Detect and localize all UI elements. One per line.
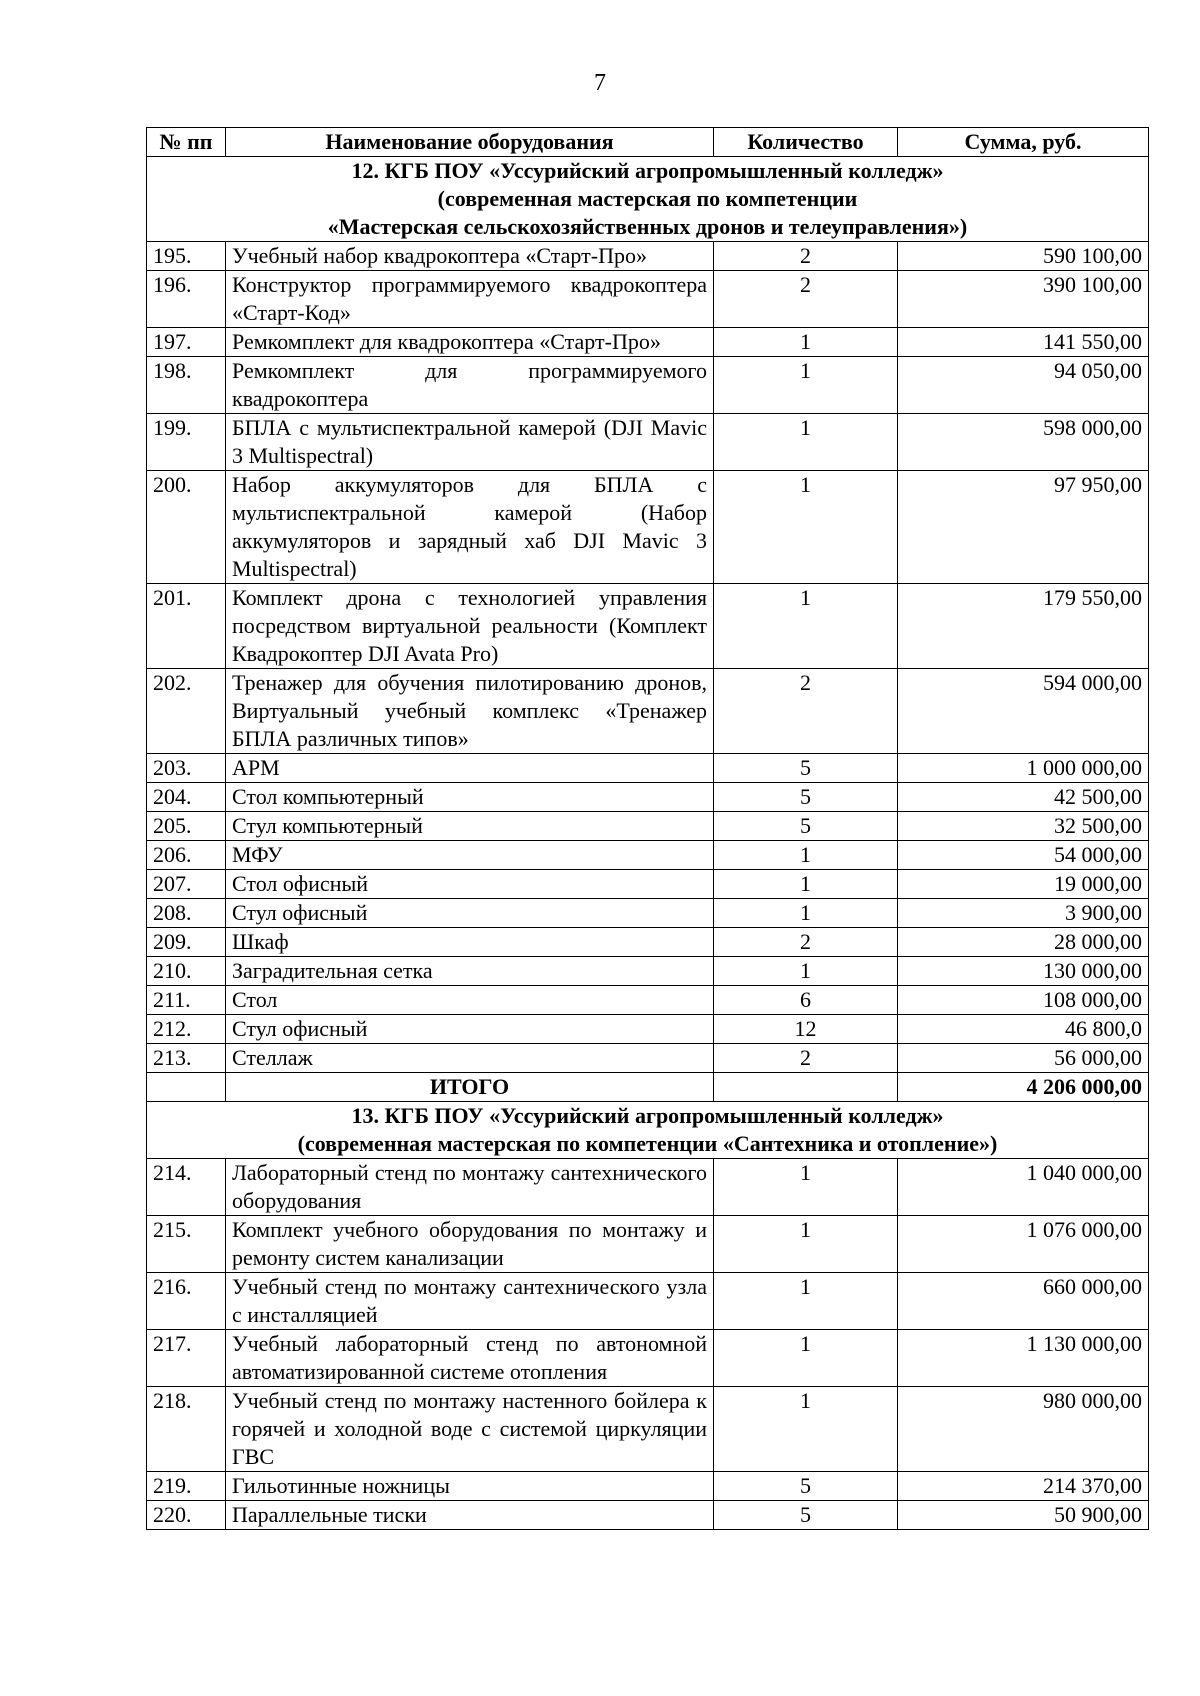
- item-quantity: 2: [714, 1044, 898, 1073]
- table-row: [147, 328, 1149, 357]
- item-sum: 108 000,00: [898, 986, 1149, 1015]
- item-sum: 390 100,00: [898, 271, 1149, 328]
- item-quantity: 1: [714, 957, 898, 986]
- item-quantity: 1: [714, 328, 898, 357]
- item-quantity: 1: [714, 471, 898, 584]
- item-number: 218.: [147, 1387, 226, 1472]
- section-13-title: [147, 1102, 1149, 1159]
- item-name: Учебный лабораторный стенд по автономной автоматизированной системе отопления: [226, 1330, 714, 1387]
- item-sum: 141 550,00: [898, 328, 1149, 357]
- item-sum: 660 000,00: [898, 1273, 1149, 1330]
- item-name: Учебный стенд по монтажу сантехнического узла с инсталляцией: [226, 1273, 714, 1330]
- item-name: Ремкомплект для квадрокоптера «Старт-Про»: [226, 328, 714, 357]
- item-number: 205.: [147, 812, 226, 841]
- item-number: 220.: [147, 1501, 226, 1530]
- item-name: Набор аккумуляторов для БПЛА с мультиспектральной камерой (Набор аккумуляторов и зарядный хаб DJI Mavic 3 Multispectral): [226, 471, 714, 584]
- item-quantity: 1: [714, 1330, 898, 1387]
- item-quantity: 5: [714, 754, 898, 783]
- table-row: [147, 1216, 1149, 1273]
- item-quantity: 5: [714, 1472, 898, 1501]
- table-row: [147, 1015, 1149, 1044]
- item-name: Стол офисный: [226, 870, 714, 899]
- item-number: 210.: [147, 957, 226, 986]
- item-sum: 46 800,0: [898, 1015, 1149, 1044]
- section-13-items: [147, 1159, 1149, 1530]
- item-number: 206.: [147, 841, 226, 870]
- item-name: Учебный стенд по монтажу настенного бойлера к горячей и холодной воде с системой циркуляции ГВС: [226, 1387, 714, 1472]
- table-row: [147, 870, 1149, 899]
- item-sum: 54 000,00: [898, 841, 1149, 870]
- item-name: Тренажер для обучения пилотированию дронов, Виртуальный учебный комплекс «Тренажер БПЛА различных типов»: [226, 669, 714, 754]
- header-qty: Количество: [714, 128, 898, 157]
- item-number: 209.: [147, 928, 226, 957]
- item-name: Стул офисный: [226, 899, 714, 928]
- item-quantity: 1: [714, 1273, 898, 1330]
- section-12-row: [147, 157, 1149, 242]
- item-quantity: 6: [714, 986, 898, 1015]
- table-row: [147, 928, 1149, 957]
- table-row: [147, 1330, 1149, 1387]
- item-sum: 1 130 000,00: [898, 1330, 1149, 1387]
- table-row: [147, 899, 1149, 928]
- item-name: Гильотинные ножницы: [226, 1472, 714, 1501]
- item-sum: 1 000 000,00: [898, 754, 1149, 783]
- table-row: [147, 812, 1149, 841]
- item-sum: 3 900,00: [898, 899, 1149, 928]
- table-row: [147, 242, 1149, 271]
- table-row: [147, 471, 1149, 584]
- section-12-items: [147, 242, 1149, 1073]
- item-number: 201.: [147, 584, 226, 669]
- item-name: Ремкомплект для программируемого квадрокоптера: [226, 357, 714, 414]
- section-12-line-3: «Мастерская сельскохозяйственных дронов и телеуправления»): [327, 214, 968, 239]
- item-quantity: 1: [714, 841, 898, 870]
- section-12-title: [147, 157, 1149, 242]
- item-sum: 50 900,00: [898, 1501, 1149, 1530]
- item-sum: 130 000,00: [898, 957, 1149, 986]
- item-number: 207.: [147, 870, 226, 899]
- item-quantity: 2: [714, 928, 898, 957]
- equipment-table: [146, 127, 1149, 1530]
- item-name: Стул офисный: [226, 1015, 714, 1044]
- table-row: [147, 1501, 1149, 1530]
- item-sum: 590 100,00: [898, 242, 1149, 271]
- item-number: 219.: [147, 1472, 226, 1501]
- item-name: Конструктор программируемого квадрокоптера «Старт-Код»: [226, 271, 714, 328]
- header-name: Наименование оборудования: [226, 128, 714, 157]
- item-name: АРМ: [226, 754, 714, 783]
- section-13-line-2: (современная мастерская по компетенции «Сантехника и отопление»): [297, 1131, 998, 1156]
- table-row: [147, 1273, 1149, 1330]
- item-sum: 56 000,00: [898, 1044, 1149, 1073]
- item-name: БПЛА с мультиспектральной камерой (DJI Mavic 3 Multispectral): [226, 414, 714, 471]
- item-number: 213.: [147, 1044, 226, 1073]
- item-quantity: 1: [714, 1216, 898, 1273]
- item-name: Лабораторный стенд по монтажу сантехнического оборудования: [226, 1159, 714, 1216]
- section-13-row: [147, 1102, 1149, 1159]
- item-sum: 594 000,00: [898, 669, 1149, 754]
- table-row: [147, 1387, 1149, 1472]
- table-row: [147, 754, 1149, 783]
- item-number: 217.: [147, 1330, 226, 1387]
- item-number: 211.: [147, 986, 226, 1015]
- table-row: [147, 783, 1149, 812]
- table-row: [147, 1159, 1149, 1216]
- total-12-num: [147, 1073, 226, 1102]
- item-quantity: 1: [714, 899, 898, 928]
- item-number: 214.: [147, 1159, 226, 1216]
- table-row: [147, 584, 1149, 669]
- item-name: Комплект дрона с технологией управления посредством виртуальной реальности (Комплект Квадрокоптер DJI Avata Pro): [226, 584, 714, 669]
- item-name: Стул компьютерный: [226, 812, 714, 841]
- item-quantity: 5: [714, 783, 898, 812]
- item-quantity: 1: [714, 357, 898, 414]
- item-name: Учебный набор квадрокоптера «Старт-Про»: [226, 242, 714, 271]
- item-quantity: 1: [714, 414, 898, 471]
- item-number: 212.: [147, 1015, 226, 1044]
- item-sum: 42 500,00: [898, 783, 1149, 812]
- item-number: 197.: [147, 328, 226, 357]
- item-quantity: 2: [714, 271, 898, 328]
- table-row: [147, 1472, 1149, 1501]
- section-13-line-1: 13. КГБ ПОУ «Уссурийский агропромышленный колледж»: [351, 1103, 944, 1128]
- item-name: Стол компьютерный: [226, 783, 714, 812]
- section-12-line-1: 12. КГБ ПОУ «Уссурийский агропромышленный колледж»: [351, 158, 944, 183]
- item-number: 200.: [147, 471, 226, 584]
- total-12-sum: 4 206 000,00: [898, 1073, 1149, 1102]
- header-sum: Сумма, руб.: [898, 128, 1149, 157]
- item-number: 195.: [147, 242, 226, 271]
- table-row: [147, 414, 1149, 471]
- item-name: Шкаф: [226, 928, 714, 957]
- item-number: 203.: [147, 754, 226, 783]
- item-number: 204.: [147, 783, 226, 812]
- header-num: № пп: [147, 128, 226, 157]
- item-quantity: 1: [714, 1159, 898, 1216]
- item-quantity: 2: [714, 242, 898, 271]
- item-sum: 28 000,00: [898, 928, 1149, 957]
- table-row: [147, 986, 1149, 1015]
- table-row: [147, 957, 1149, 986]
- item-number: 202.: [147, 669, 226, 754]
- total-12-qty: [714, 1073, 898, 1102]
- table-row: [147, 1044, 1149, 1073]
- item-sum: 94 050,00: [898, 357, 1149, 414]
- item-quantity: 2: [714, 669, 898, 754]
- total-12-row: [147, 1073, 1149, 1102]
- item-quantity: 5: [714, 812, 898, 841]
- item-quantity: 1: [714, 870, 898, 899]
- item-name: Параллельные тиски: [226, 1501, 714, 1530]
- item-sum: 97 950,00: [898, 471, 1149, 584]
- item-name: Стеллаж: [226, 1044, 714, 1073]
- item-name: Стол: [226, 986, 714, 1015]
- item-name: МФУ: [226, 841, 714, 870]
- item-sum: 1 076 000,00: [898, 1216, 1149, 1273]
- item-number: 199.: [147, 414, 226, 471]
- table-header-row: [147, 128, 1149, 157]
- table-row: [147, 357, 1149, 414]
- item-number: 215.: [147, 1216, 226, 1273]
- item-quantity: 1: [714, 584, 898, 669]
- item-sum: 214 370,00: [898, 1472, 1149, 1501]
- item-sum: 598 000,00: [898, 414, 1149, 471]
- item-number: 216.: [147, 1273, 226, 1330]
- item-sum: 980 000,00: [898, 1387, 1149, 1472]
- item-quantity: 12: [714, 1015, 898, 1044]
- item-quantity: 5: [714, 1501, 898, 1530]
- item-sum: 1 040 000,00: [898, 1159, 1149, 1216]
- item-sum: 19 000,00: [898, 870, 1149, 899]
- section-12-line-2: (современная мастерская по компетенции: [437, 186, 858, 211]
- table-row: [147, 669, 1149, 754]
- item-number: 198.: [147, 357, 226, 414]
- item-name: Заградительная сетка: [226, 957, 714, 986]
- item-number: 208.: [147, 899, 226, 928]
- table-row: [147, 841, 1149, 870]
- item-sum: 32 500,00: [898, 812, 1149, 841]
- table-row: [147, 271, 1149, 328]
- page-number: 7: [594, 70, 606, 96]
- item-quantity: 1: [714, 1387, 898, 1472]
- item-sum: 179 550,00: [898, 584, 1149, 669]
- item-name: Комплект учебного оборудования по монтажу и ремонту систем канализации: [226, 1216, 714, 1273]
- item-number: 196.: [147, 271, 226, 328]
- total-12-label: ИТОГО: [226, 1073, 714, 1102]
